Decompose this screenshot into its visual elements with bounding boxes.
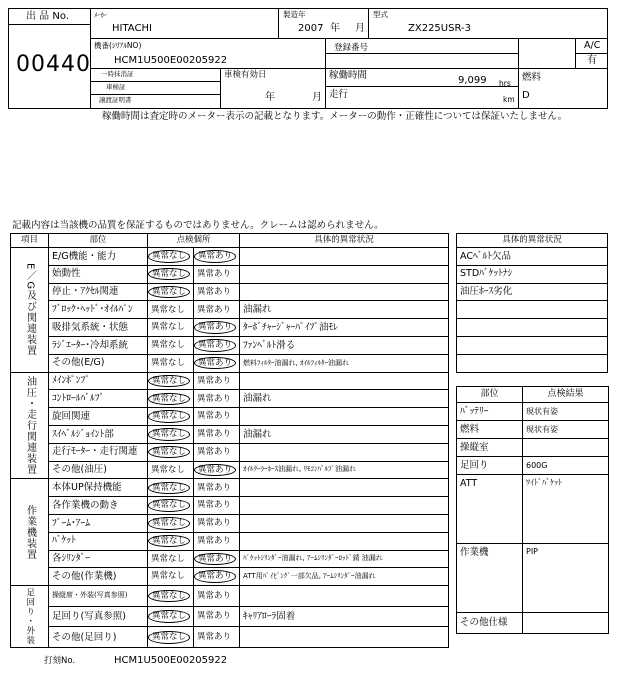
issue-cell — [457, 354, 608, 372]
table-row — [11, 586, 449, 607]
check-ng-cell — [194, 319, 240, 337]
part-cell: 各ｼﾘﾝﾀﾞｰ — [49, 550, 148, 568]
cert-label-1: 一時抹消証 — [101, 70, 134, 78]
table-row — [11, 301, 449, 319]
detail-cell: 油漏れ — [240, 390, 449, 408]
result-row — [457, 613, 609, 634]
check-ng-cell: 異常あり — [194, 479, 240, 497]
part-cell: ﾌﾞｰﾑ･ｱｰﾑ — [49, 514, 148, 532]
cert-label-3: 譲渡証明書 — [99, 96, 132, 104]
circled-mark: 異常なし — [148, 428, 190, 441]
check-ng-cell — [194, 550, 240, 568]
maker-value: HITACHI — [112, 23, 152, 34]
part-cell: 本体UP保持機能 — [49, 479, 148, 497]
result-value — [523, 439, 609, 457]
part-cell: その他(足回り) — [49, 627, 148, 648]
part-cell: E/G機能・能力 — [49, 248, 148, 266]
issue-row — [457, 265, 608, 283]
part-cell: ﾌﾞﾛｯｸ･ﾍｯﾄﾞ･ｵｲﾙﾊﾟﾝ — [49, 301, 148, 319]
check-ng-cell: 異常あり — [194, 532, 240, 550]
detail-cell — [240, 586, 449, 607]
result-part: ATT — [457, 475, 523, 544]
detail-cell: 燃料ﾌｨﾙﾀｰ油漏れ, ｵｲﾙﾌｨﾙﾀｰ油漏れ — [240, 354, 449, 372]
detail-cell: 油漏れ — [240, 425, 449, 443]
registration-label: 登録番号 — [334, 43, 369, 53]
check-ok-cell: 異常なし — [148, 354, 194, 372]
result-row — [457, 403, 609, 421]
result-value — [523, 613, 609, 634]
ac-label: A/C — [584, 40, 601, 51]
circled-mark: 異常なし — [148, 517, 190, 530]
check-ok-cell — [148, 390, 194, 408]
check-ok-cell — [148, 283, 194, 301]
result-value: ﾜｲﾄﾞﾊﾞｹｯﾄ — [523, 475, 609, 544]
circled-mark: 異常なし — [148, 446, 190, 459]
check-ok-cell: 異常なし — [148, 301, 194, 319]
check-ng-cell — [194, 354, 240, 372]
part-cell: その他(E/G) — [49, 354, 148, 372]
check-ng-cell — [194, 461, 240, 479]
issue-cell — [457, 301, 608, 319]
table-row — [11, 354, 449, 372]
fuel-label: 燃料 — [522, 72, 542, 83]
circled-mark: 異常なし — [148, 590, 190, 603]
inspection-month-unit: 月 — [312, 92, 322, 103]
table-row — [11, 443, 449, 461]
circled-mark: 異常なし — [148, 250, 190, 263]
serial-label: 機番(ｼﾘｱﾙNO) — [94, 41, 142, 50]
check-ng-cell: 異常あり — [194, 586, 240, 607]
part-cell: ｽｲﾍﾞﾙｼﾞｮｲﾝﾄ部 — [49, 425, 148, 443]
detail-cell: ﾊﾞｹｯﾄｼﾘﾝﾀﾞｰ油漏れ, ｱｰﾑｼﾘﾝﾀﾞｰﾛｯﾄﾞ錆 油漏れ — [240, 550, 449, 568]
result-row — [457, 439, 609, 457]
table-row — [11, 479, 449, 497]
circled-mark: 異常なし — [148, 410, 190, 423]
check-ok-cell — [148, 606, 194, 627]
circled-mark: 異常あり — [194, 570, 236, 583]
part-cell: ﾒｲﾝﾎﾟﾝﾌﾟ — [49, 372, 148, 390]
part-cell: ﾊﾞｹｯﾄ — [49, 532, 148, 550]
check-ng-cell: 異常あり — [194, 301, 240, 319]
part-cell: 停止・ｱｸｾﾙ関連 — [49, 283, 148, 301]
serial-value: HCM1U500E00205922 — [114, 55, 228, 66]
listing-label: 出 品 No. — [26, 11, 69, 22]
table-row — [11, 372, 449, 390]
check-ok-cell: 異常なし — [148, 319, 194, 337]
inspection-year-unit: 年 — [265, 92, 275, 103]
inspection-label: 車検有効日 — [224, 70, 267, 80]
check-ok-cell: 異常なし — [148, 461, 194, 479]
part-cell: ｺﾝﾄﾛｰﾙﾊﾞﾙﾌﾞ — [49, 390, 148, 408]
table-row — [11, 319, 449, 337]
circled-mark: 異常あり — [194, 553, 236, 566]
check-ng-cell: 異常あり — [194, 514, 240, 532]
issue-cell: 油圧ﾎｰｽ劣化 — [457, 283, 608, 301]
part-cell: 吸排気系統・状態 — [49, 319, 148, 337]
right-issues-header: 具体的異常状況 — [457, 234, 608, 248]
result-row — [457, 457, 609, 475]
detail-cell: ATT用ﾊﾟｲﾋﾟﾝｸﾞ一部欠品, ｱｰﾑｼﾘﾝﾀﾞｰ油漏れ — [240, 568, 449, 586]
check-ng-cell — [194, 568, 240, 586]
detail-cell — [240, 248, 449, 266]
table-row — [11, 408, 449, 426]
circled-mark: 異常なし — [148, 610, 190, 623]
hours-value: 9,099 — [458, 75, 487, 86]
check-ok-cell: 異常なし — [148, 568, 194, 586]
stamp-value: HCM1U500E00205922 — [114, 655, 228, 666]
part-cell: その他(油圧) — [49, 461, 148, 479]
issue-row — [457, 354, 608, 372]
issue-row — [457, 283, 608, 301]
part-cell: その他(作業機) — [49, 568, 148, 586]
check-ok-cell — [148, 408, 194, 426]
issue-row — [457, 319, 608, 337]
check-ok-cell — [148, 586, 194, 607]
table-row — [11, 390, 449, 408]
listing-number: 00440 — [16, 52, 91, 77]
part-cell: 操縦席・外装(写真参照) — [49, 586, 148, 607]
issue-cell: ACﾍﾞﾙﾄ欠品 — [457, 248, 608, 266]
result-part: 操縦室 — [457, 439, 523, 457]
year-value: 2007 — [298, 23, 324, 34]
table-row — [11, 336, 449, 354]
table-row — [11, 461, 449, 479]
table-row — [11, 532, 449, 550]
hours-unit: hrs — [499, 79, 511, 88]
check-ok-cell — [148, 372, 194, 390]
check-ok-cell — [148, 265, 194, 283]
circled-mark: 異常なし — [148, 268, 190, 281]
check-ng-cell — [194, 336, 240, 354]
table-header-row — [11, 234, 449, 248]
check-ok-cell — [148, 514, 194, 532]
header-detail: 具体的異常状況 — [240, 234, 449, 248]
group-label: 油圧・走行関連装置 — [11, 372, 49, 479]
result-part: 作業機 — [457, 544, 523, 613]
disclaimer: 記載内容は当該機の品質を保証するものではありません。クレームは認められません。 — [12, 220, 384, 231]
check-ok-cell — [148, 497, 194, 515]
result-part: その他仕様 — [457, 613, 523, 634]
detail-cell: ｷｬﾘｱﾛｰﾗ固着 — [240, 606, 449, 627]
inspection-table — [10, 233, 449, 648]
issue-cell: STDﾊﾞｹｯﾄﾅｼ — [457, 265, 608, 283]
results-header-part: 部位 — [457, 387, 523, 403]
result-row — [457, 421, 609, 439]
check-ok-cell — [148, 532, 194, 550]
result-part: 燃料 — [457, 421, 523, 439]
circled-mark: 異常なし — [148, 631, 190, 644]
hours-note: 稼働時間は査定時のメーター表示の記載となります。メーターの動作・正確性については保証いたしません。 — [102, 111, 568, 122]
group-label: 作業機装置 — [11, 479, 49, 586]
header-category: 項目 — [11, 234, 49, 248]
check-ng-cell: 異常あり — [194, 497, 240, 515]
detail-cell — [240, 497, 449, 515]
result-value: PIP — [523, 544, 609, 613]
fuel-value: D — [522, 90, 530, 101]
check-ok-cell — [148, 425, 194, 443]
check-ng-cell — [194, 248, 240, 266]
check-ok-cell — [148, 443, 194, 461]
table-row — [11, 568, 449, 586]
model-label: 型式 — [373, 10, 388, 19]
detail-cell — [240, 372, 449, 390]
result-row — [457, 544, 609, 613]
group-label: E／G及び関連装置 — [11, 248, 49, 373]
detail-cell — [240, 479, 449, 497]
check-ng-cell: 異常あり — [194, 265, 240, 283]
table-row — [11, 497, 449, 515]
check-ng-cell: 異常あり — [194, 408, 240, 426]
hours-label: 稼働時間 — [329, 70, 368, 81]
circled-mark: 異常なし — [148, 375, 190, 388]
detail-cell — [240, 283, 449, 301]
detail-cell: ﾀｰﾎﾞﾁｬｰｼﾞｬｰﾊﾟｲﾌﾟ油ﾓﾚ — [240, 319, 449, 337]
ac-value: 有 — [587, 55, 597, 66]
circled-mark: 異常なし — [148, 286, 190, 299]
issue-cell — [457, 319, 608, 337]
check-ng-cell: 異常あり — [194, 627, 240, 648]
model-value: ZX225USR-3 — [408, 23, 471, 34]
circled-mark: 異常なし — [148, 482, 190, 495]
check-ok-cell — [148, 479, 194, 497]
check-ng-cell: 異常あり — [194, 606, 240, 627]
table-row — [11, 550, 449, 568]
part-cell: 旋回関連 — [49, 408, 148, 426]
table-row — [11, 627, 449, 648]
right-issues-table — [456, 233, 608, 373]
result-value: 現状有姿 — [523, 403, 609, 421]
detail-cell — [240, 514, 449, 532]
table-row — [11, 265, 449, 283]
detail-cell — [240, 265, 449, 283]
detail-cell — [240, 443, 449, 461]
circled-mark: 異常なし — [148, 499, 190, 512]
check-ok-cell: 異常なし — [148, 336, 194, 354]
year-label: 製造年 — [283, 10, 306, 19]
issue-row — [457, 336, 608, 354]
table-row — [11, 283, 449, 301]
issue-cell — [457, 336, 608, 354]
check-ok-cell — [148, 248, 194, 266]
detail-cell: 油漏れ — [240, 301, 449, 319]
month-unit: 月 — [355, 23, 365, 34]
check-ng-cell: 異常あり — [194, 425, 240, 443]
detail-cell: ｵｲﾙｸｰﾗｰﾎｰｽ油漏れ, ﾘﾓｺﾝﾊﾞﾙﾌﾞ油漏れ — [240, 461, 449, 479]
results-header-result: 点検結果 — [523, 387, 609, 403]
check-ng-cell: 異常あり — [194, 443, 240, 461]
right-results-table — [456, 386, 609, 634]
result-part: 足回り — [457, 457, 523, 475]
group-label: 足回り・外装 — [11, 586, 49, 648]
result-part: ﾊﾞｯﾃﾘｰ — [457, 403, 523, 421]
circled-mark: 異常あり — [194, 250, 236, 263]
part-cell: 各作業機の動き — [49, 497, 148, 515]
circled-mark: 異常あり — [194, 357, 236, 370]
result-value: 600G — [523, 457, 609, 475]
circled-mark: 異常あり — [194, 321, 236, 334]
circled-mark: 異常あり — [194, 464, 236, 477]
part-cell: 始動性 — [49, 265, 148, 283]
issue-row — [457, 301, 608, 319]
stamp-label: 打刻No. — [44, 656, 76, 666]
check-ok-cell: 異常なし — [148, 550, 194, 568]
table-row — [11, 606, 449, 627]
table-row — [11, 425, 449, 443]
header-part: 部位 — [49, 234, 148, 248]
result-row — [457, 475, 609, 544]
circled-mark: 異常なし — [148, 535, 190, 548]
part-cell: 足回り(写真参照) — [49, 606, 148, 627]
header-check: 点検個所 — [148, 234, 240, 248]
table-row — [11, 248, 449, 266]
check-ng-cell: 異常あり — [194, 390, 240, 408]
mileage-unit: km — [503, 95, 515, 104]
detail-cell — [240, 627, 449, 648]
check-ok-cell — [148, 627, 194, 648]
circled-mark: 異常あり — [194, 339, 236, 352]
table-row — [11, 514, 449, 532]
check-ng-cell: 異常あり — [194, 283, 240, 301]
result-value: 現状有姿 — [523, 421, 609, 439]
circled-mark: 異常なし — [148, 393, 190, 406]
detail-cell: ﾌｧﾝﾍﾞﾙﾄ滑る — [240, 336, 449, 354]
part-cell: 走行ﾓｰﾀｰ・走行関連 — [49, 443, 148, 461]
check-ng-cell: 異常あり — [194, 372, 240, 390]
mileage-label: 走行 — [329, 89, 349, 100]
part-cell: ﾗｼﾞｴｰﾀｰ･冷却系統 — [49, 336, 148, 354]
cert-label-2: 車検証 — [106, 83, 126, 91]
detail-cell — [240, 408, 449, 426]
year-unit: 年 — [330, 23, 340, 34]
maker-label: ﾒｰｶｰ — [94, 11, 107, 19]
issue-row — [457, 248, 608, 266]
detail-cell — [240, 532, 449, 550]
